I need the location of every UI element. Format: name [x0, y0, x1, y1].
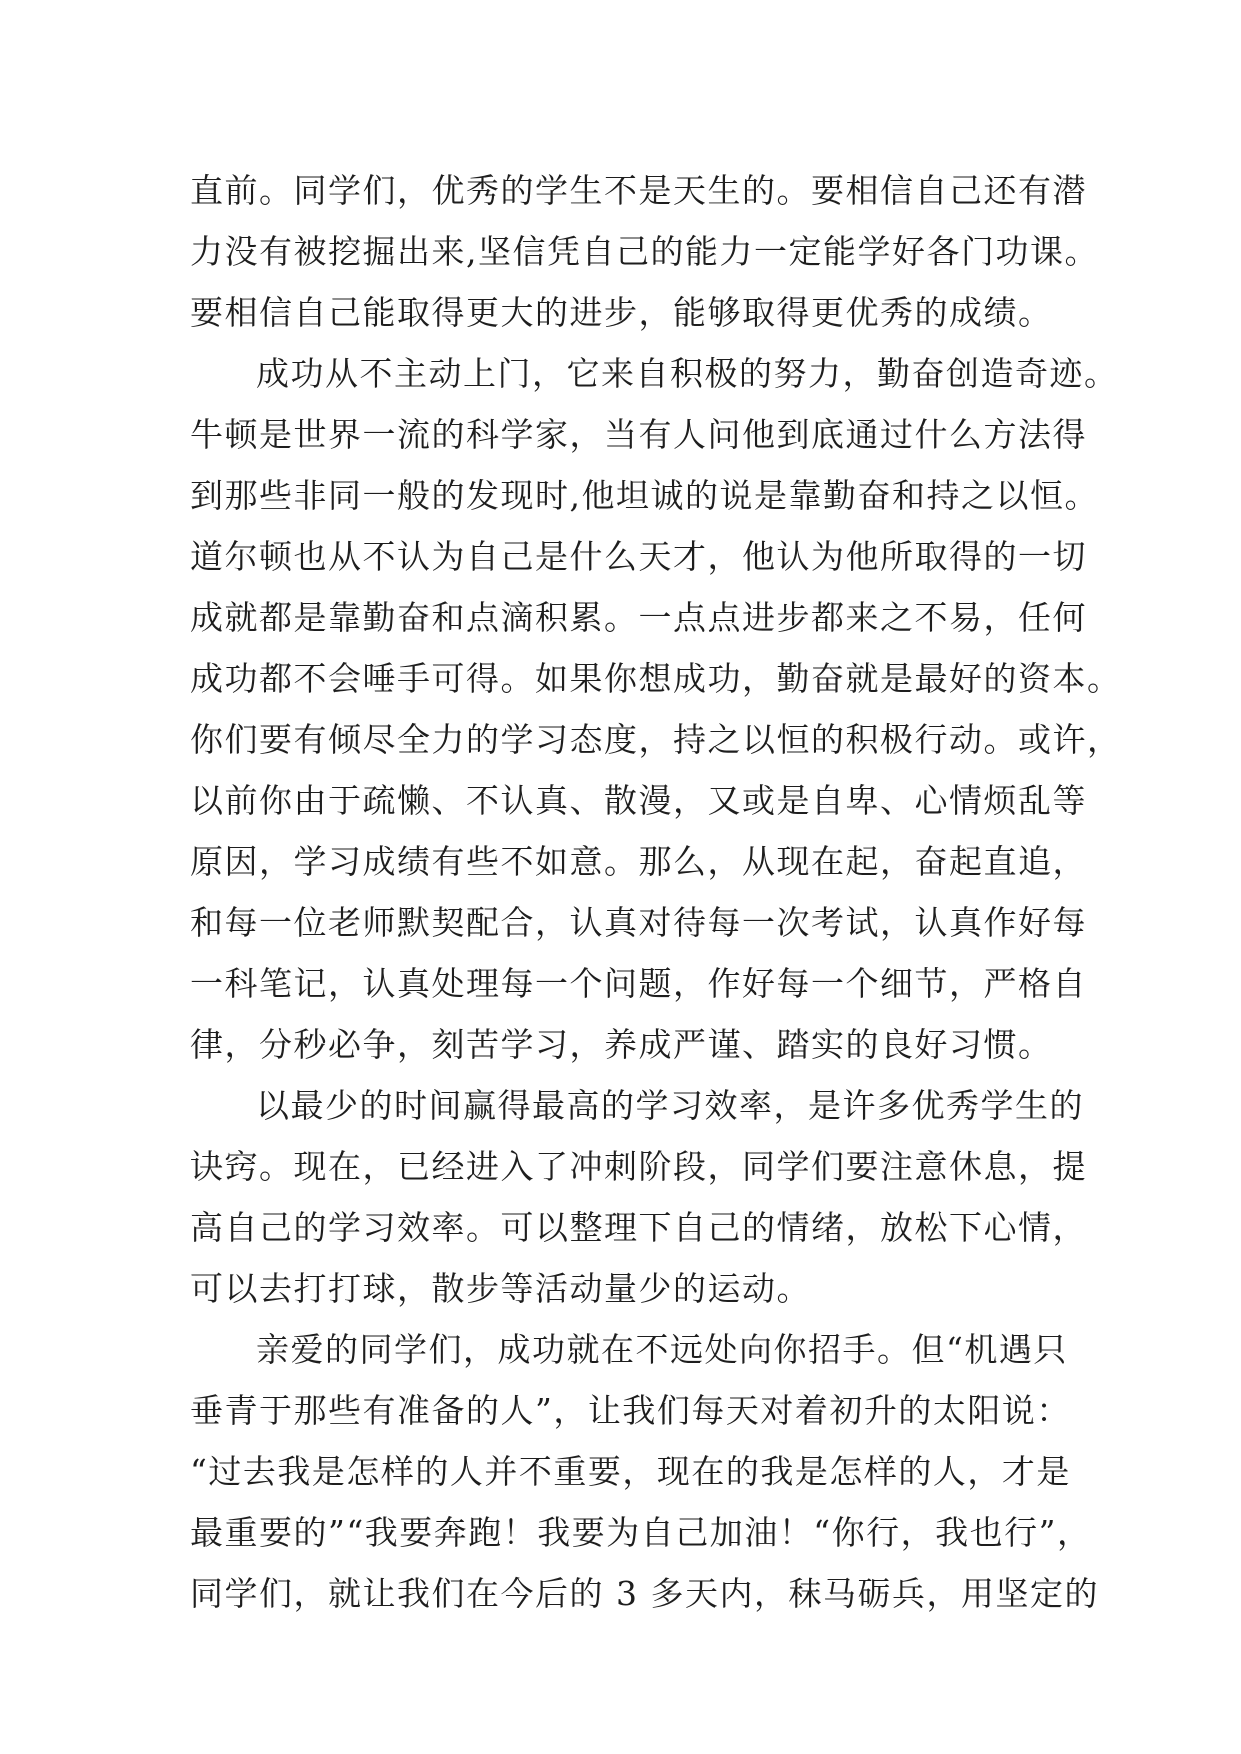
- text-line: 原因，学习成绩有些不如意。那么，从现在起，奋起直追，: [190, 842, 1087, 881]
- text-line: 同学们，就让我们在今后的 3 多天内，秣马砺兵，用坚定的: [190, 1574, 1099, 1613]
- text-line: 可以去打打球，散步等活动量少的运动。: [190, 1269, 811, 1308]
- text-line: 垂青于那些有准备的人”，让我们每天对着初升的太阳说：: [190, 1391, 1071, 1430]
- text-line: 要相信自己能取得更大的进步，能够取得更优秀的成绩。: [190, 293, 1053, 332]
- text-line: 成功都不会唾手可得。如果你想成功，勤奋就是最好的资本。: [190, 659, 1122, 698]
- text-line: 牛顿是世界一流的科学家，当有人问他到底通过什么方法得: [190, 415, 1087, 454]
- text-line: 最重要的”“我要奔跑！我要为自己加油！“你行，我也行”，: [190, 1513, 1092, 1552]
- text-line: 一科笔记，认真处理每一个问题，作好每一个细节，严格自: [190, 964, 1087, 1003]
- text-line: 律，分秒必争，刻苦学习，养成严谨、踏实的良好习惯。: [190, 1025, 1053, 1064]
- text-line: “过去我是怎样的人并不重要，现在的我是怎样的人，才是: [190, 1452, 1071, 1491]
- text-line: 道尔顿也从不认为自己是什么天才，他认为他所取得的一切: [190, 537, 1087, 576]
- text-line: 直前。同学们，优秀的学生不是天生的。要相信自己还有潜: [190, 171, 1087, 210]
- body-text: [190, 160, 1122, 1624]
- text-line: 到那些非同一般的发现时,他坦诚的说是靠勤奋和持之以恒。: [190, 476, 1099, 515]
- text-line: 诀窍。现在，已经进入了冲刺阶段，同学们要注意休息，提: [190, 1147, 1087, 1186]
- text-line: 成就都是靠勤奋和点滴积累。一点点进步都来之不易，任何: [190, 598, 1087, 637]
- text-line: 以前你由于疏懒、不认真、散漫，又或是自卑、心情烦乱等: [190, 781, 1087, 820]
- text-line: 成功从不主动上门，它来自积极的努力，勤奋创造奇迹。: [256, 354, 1119, 393]
- text-line: 高自己的学习效率。可以整理下自己的情绪，放松下心情，: [190, 1208, 1087, 1247]
- text-line: 亲爱的同学们，成功就在不远处向你招手。但“机遇只: [256, 1330, 1068, 1369]
- text-line: 力没有被挖掘出来,坚信凭自己的能力一定能学好各门功课。: [190, 232, 1099, 271]
- text-line: 以最少的时间赢得最高的学习效率，是许多优秀学生的: [256, 1086, 1084, 1125]
- text-line: 和每一位老师默契配合，认真对待每一次考试，认真作好每: [190, 903, 1087, 942]
- text-line: 你们要有倾尽全力的学习态度，持之以恒的积极行动。或许，: [190, 720, 1122, 759]
